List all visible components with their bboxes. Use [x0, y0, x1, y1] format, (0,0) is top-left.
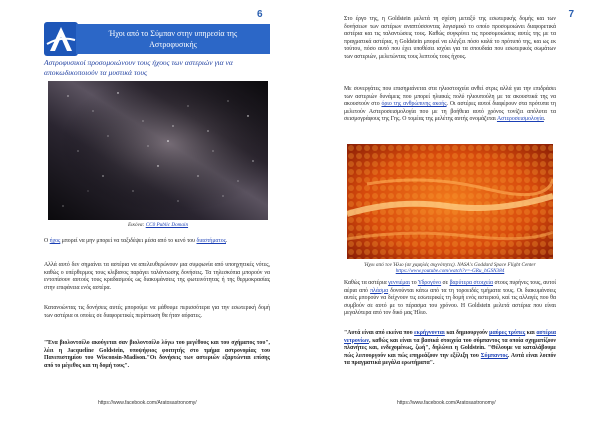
milky-way-photo: [48, 81, 268, 220]
link-human-hearing[interactable]: όριο της ανθρώπινης ακοής: [381, 101, 447, 108]
link-explode[interactable]: εκρήγνυνται: [414, 330, 445, 336]
article-title-line1: Ήχοι από το Σύμπαν στην υπηρεσία της: [108, 29, 238, 38]
quote-paragraph: "Αυτά είναι από εκείνα που εκρήγνυνται και δημιουργούν μαύρες τρύπες και αστέρια νετρονίων, καθώς και είναι τα βασικά στοιχεία του σύμπαντος τα οποία σχηματίζουν πλανήτες και, ενδεχομένως, ζωή", δηλώνει η Goldstein. "Θέλουμε να καταλάβουμε πώς λειτουργούν και πώς επηρεάζουν την εξέλιξη του Σύμπαντος. Αυτά είναι λοιπόν τα πραγματικά μεγάλα ερωτήματα".: [344, 330, 556, 367]
paragraph-1: Στο έργο της, η Goldstein μελετά τη σχέση μεταξύ της εσωτερικής δομής και των δονήσεων των αστέρων αναπτύσσοντας λογισμικό το οποίο προσομοιώνει διαφορετικά αστέρια και τις ταλαντώσεις τους. Καθώς συγκρίνει τις προσομοιώσεις αυτές της με τα πραγματικά αστέρια, η Goldstein μπορεί να ελέγξει πόσο καλά το πρότυπό της, και ως εκ τούτου, πόσο αυτό που έχει υποθέσει ισχύει για τα σπουδαία που εσωτερικός σωμάτων των αστεριών, μελετώντας τους λεπτούς τους ήχους.: [344, 16, 556, 60]
photo-caption: Εικόνα: CC0 Public Domain: [127, 222, 189, 228]
link-merge[interactable]: γεννιέμαι: [388, 280, 410, 286]
footer-link[interactable]: https://www.facebook.com/Aratosastronomy/: [397, 400, 496, 406]
paragraph-3: Καθώς τα αστέρια γεννιέμαι το Υδρογόνο σε βαρύτερα στοιχεία στους πυρήνες τους, αυτοί αέρια από πλάσμα δονούνται κάτω από τα τη τοροειδές τμήματα τους. Οι διακυμάνσεις αυτές μπορούν να δείχνουν τις εσωτερικές τη δομή ενός αστεριού, καί τις αλλαγές που θα συμβούν σε αυτό με το πέρασμα του χρόνου. Η Goldstein μελετά αστέρια που είναι μεγαλύτερα από τον δικό μας Ήλιο.: [344, 280, 556, 317]
photo-caption: Ήχοι από τον Ήλιο (σε χαμηλές συχνότητες). NASA's Goddard Space Flight Center https://www.youtube.com/watch?v=-GRu_hGSN384: [364, 262, 536, 274]
footer-link[interactable]: https://www.facebook.com/Aratosastronomy/: [98, 400, 197, 406]
article-subtitle: Αστροφυσικοί προσομοιώνουν τους ήχους των αστεριών για να αποκωδικοποιούν τα μυστικά τους: [44, 58, 233, 77]
link-sound[interactable]: ήχος: [49, 238, 61, 244]
link-hydrogen[interactable]: Υδρογόνο: [417, 280, 442, 286]
quote-paragraph: "Ένα βιολοντσέλο ακούγεται σαν βιολοντσέλο λόγω του μεγέθους και του σχήματος του", λέει η Jacqueline Goldstein, υποψήφιος φοιτητής στο τμήμα αστρονομίας του Πανεπιστημίου του Wisconsin-Madison."Οι δονήσεις των αστεριών εξαρτώνται επίσης από το μέγεθος και τη δομή τους".: [44, 340, 270, 369]
paragraph-2: Με συνεργάτες που επισημαίνεται στα ηλιοστοιχεία ανθεί στρις αλλά για την επιδράσει των αστεριών δυνάμεις που μπορεί ηλιακές πολύ ηλιουπούλη με τα ακουστικά της να ακουστούν στο όριο της ανθρώπινης ακοής. Οι αστέρες αυτοί διαφέρουν στα πρότυπα τη μελετούν Αστεροσεισμολογία που με τη βοήθεια αυτό χρόνος τονίζει απόλυτα τα σεισμογράφους της Γης. Ο τομέας της μελέτης αυτής ονομάζεται Αστεροσεισμολογία.: [344, 86, 556, 123]
paragraph-1: Ο ήχος μπορεί να μην μπορεί να ταξιδέψει μέσα από το κενό του διαστήματος.: [44, 238, 228, 244]
page-number: 7: [568, 9, 574, 20]
paragraph-3: Κατανοώντας τις δονήσεις αυτές μπορούμε να μάθουμε περισσότερα για την εσωτερική δομή των αστέρια οι οποίες σε διαφορετικές περίπτωση θα ήταν αόρατες.: [44, 305, 270, 319]
link-asteroseismology[interactable]: Αστεροσεισμολογία: [496, 116, 544, 123]
paragraph-2: Αλλά αυτό δεν σημαίνει τα αστέρια να απελευθερώνουν μια συμφωνία από υποηχητικές νότες, καθώς ο υπέρθερμος τους κλιβανος παράγει ταλάντωσης δονήσεις. Τα τηλεσκόπια μπορούν να εντοπίσουν αυτούς τους κραδασμούς ως διακυμάνσεις της φωτεινότητας ή της θερμοκρασίας στην επιφάνεια ενός αστέρα.: [44, 262, 270, 291]
link-plasma[interactable]: πλάσμα: [370, 287, 389, 294]
caption-video-link[interactable]: https://www.youtube.com/watch?v=-GRu_hGSN384: [395, 268, 505, 274]
link-black-holes[interactable]: μαύρες τρύπες: [489, 330, 526, 336]
article-title-line2: Αστροφυσικής: [149, 40, 197, 49]
right-page: [300, 0, 600, 424]
link-space[interactable]: διαστήματος: [196, 238, 226, 244]
link-heavier-elements[interactable]: βαρύτερα στοιχεία: [449, 280, 493, 286]
sun-surface-photo: [347, 144, 553, 259]
article-title: [76, 24, 270, 54]
page-number: 6: [257, 9, 263, 20]
link-universe[interactable]: Σύμπαντος: [480, 352, 508, 359]
caption-link[interactable]: CC0 Public Domain: [145, 222, 189, 228]
aratos-logo-icon: [44, 22, 78, 56]
link-neutron-stars[interactable]: αστέρια νετρονίων: [344, 330, 556, 344]
